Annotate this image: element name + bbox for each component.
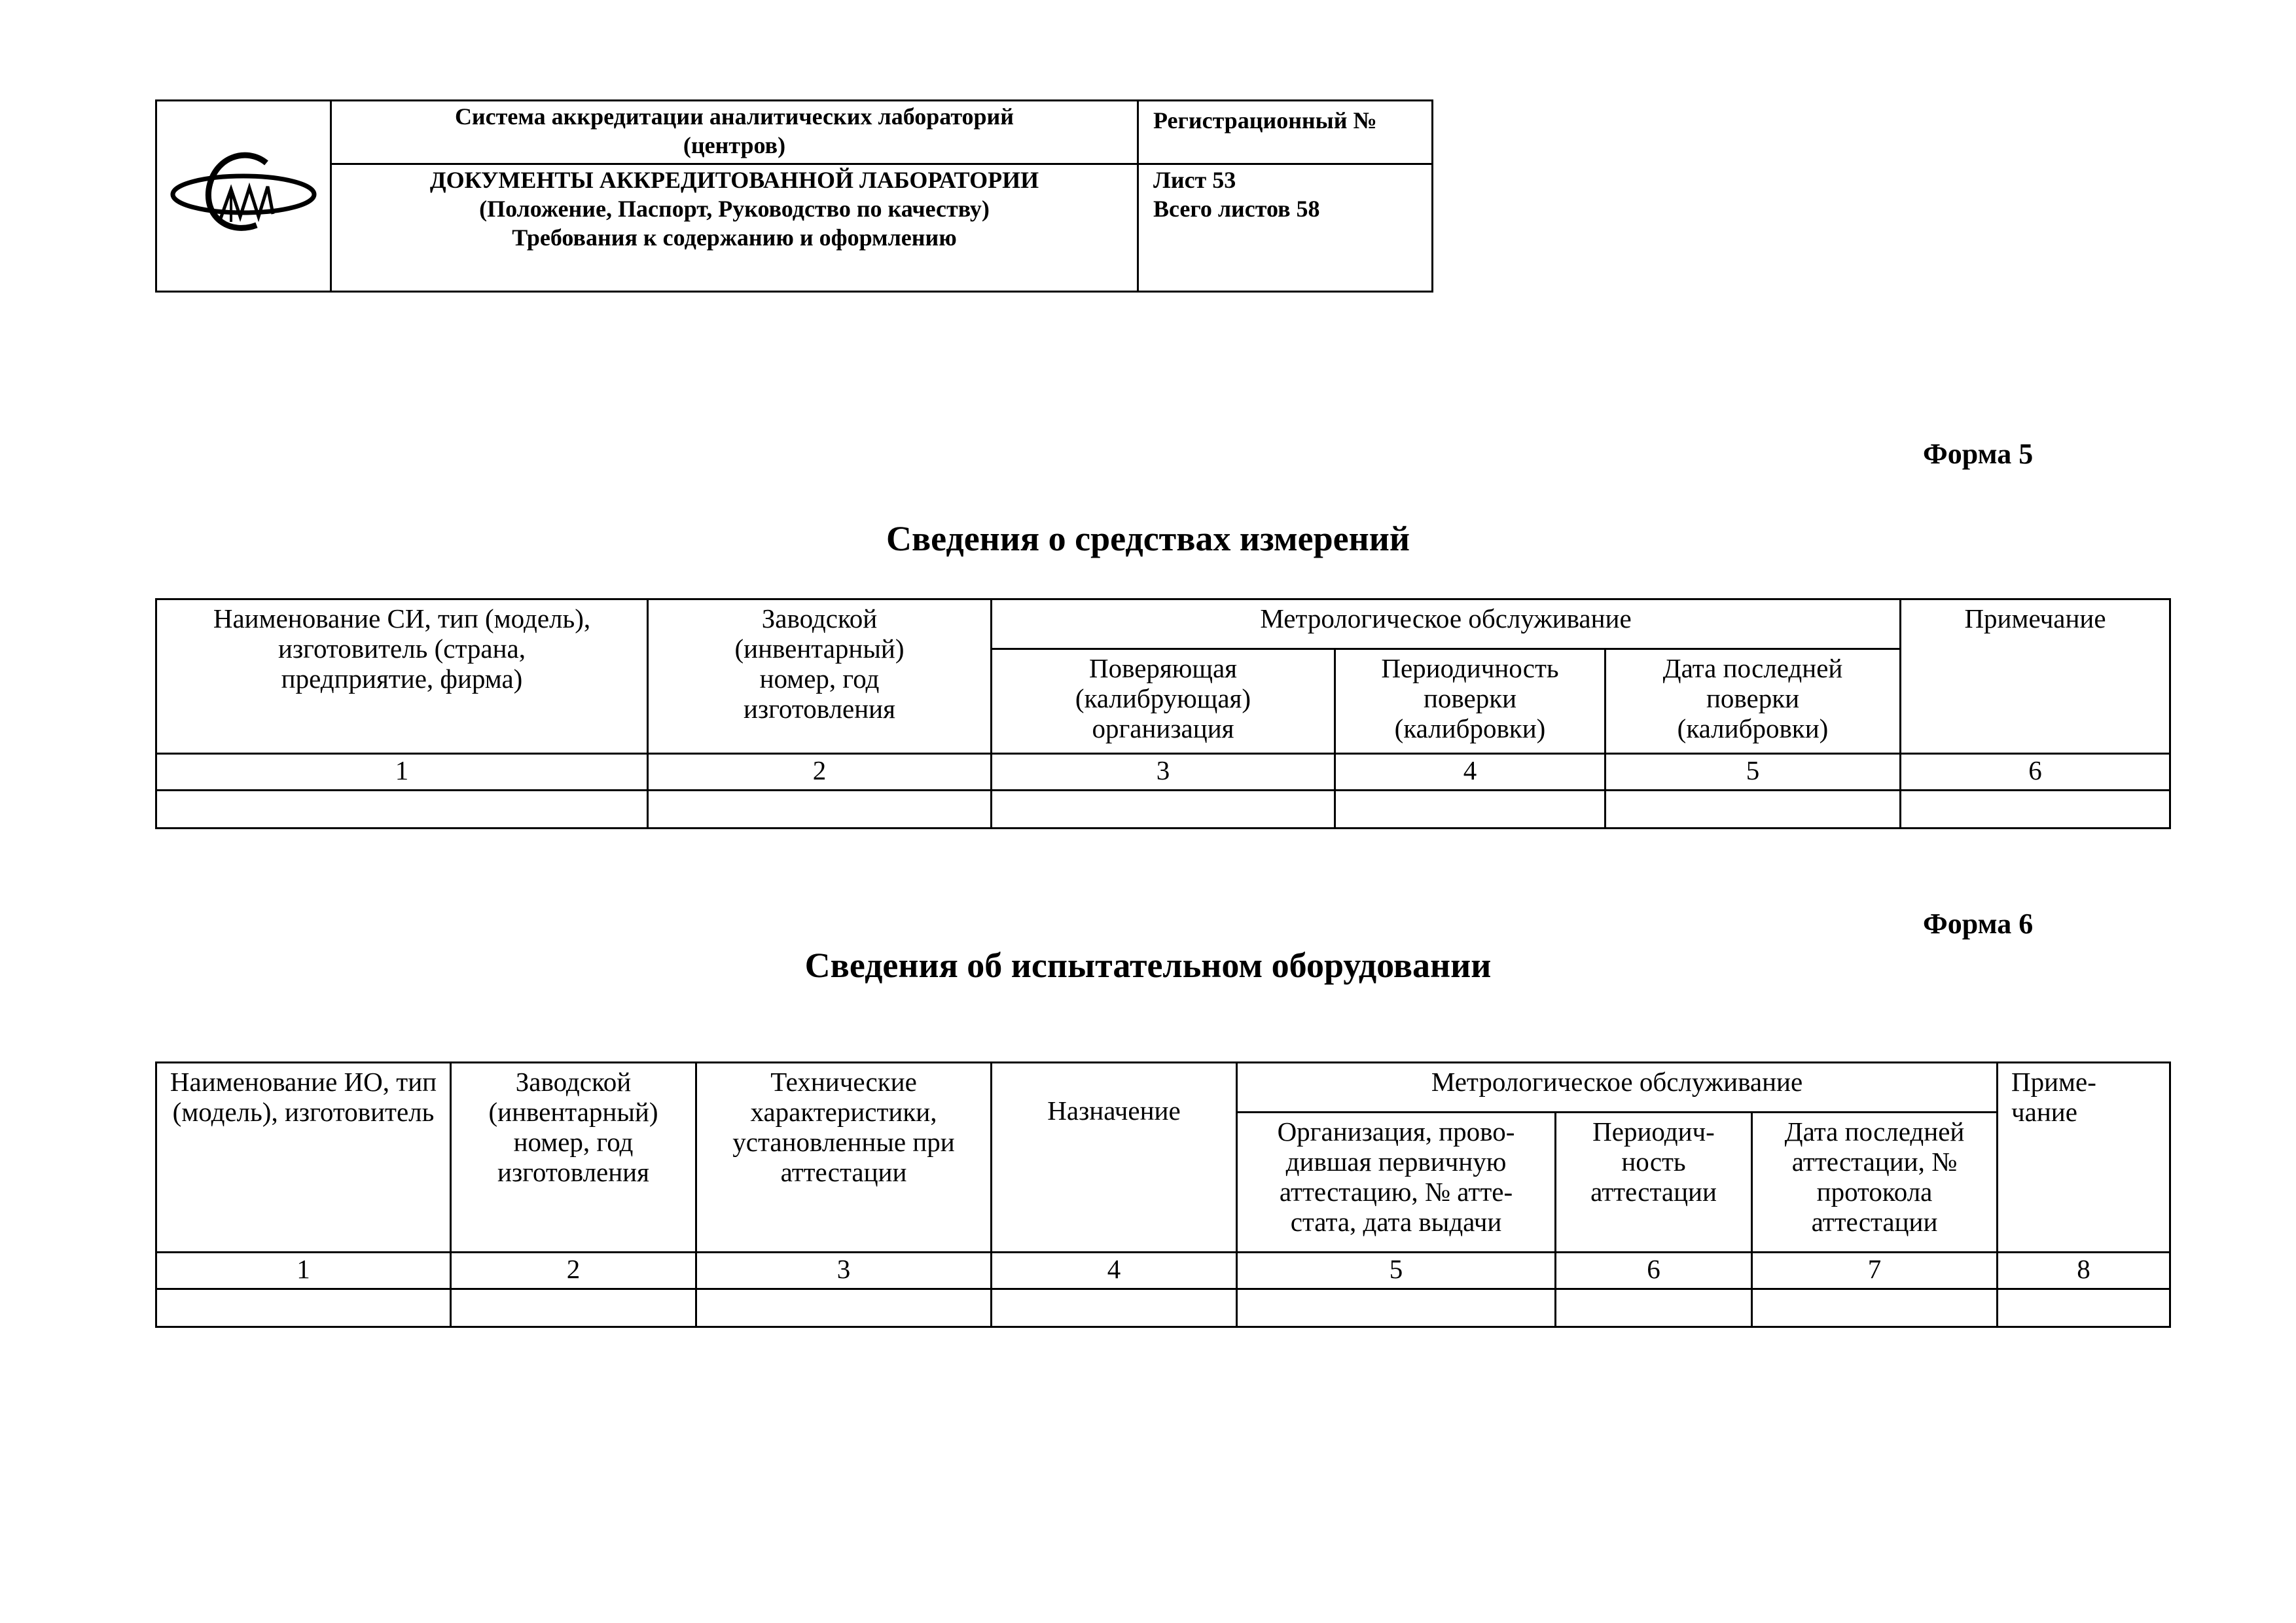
test-equipment-table <box>155 1061 2171 1328</box>
col-header-period: Периодичность поверки (калибровки) <box>1335 649 1605 754</box>
doc-requirements: Требования к содержанию и оформлению <box>512 224 957 251</box>
column-number: 5 <box>1605 754 1901 791</box>
empty-cell <box>648 791 992 829</box>
column-numbers-row <box>156 1253 2170 1289</box>
logo-cell <box>156 101 331 292</box>
doc-title-cell <box>331 164 1138 292</box>
table-row <box>156 791 2170 829</box>
total-sheets: Всего листов 58 <box>1153 195 1320 222</box>
empty-cell <box>1335 791 1605 829</box>
column-number: 3 <box>696 1253 992 1289</box>
empty-cell <box>1605 791 1901 829</box>
empty-cell <box>156 1289 451 1327</box>
empty-cell <box>1237 1289 1556 1327</box>
empty-cell <box>451 1289 696 1327</box>
form6-label: Форма 6 <box>1923 908 2034 940</box>
empty-cell <box>156 791 648 829</box>
document-header <box>155 99 1433 293</box>
col-header-note: Приме-чание <box>1998 1063 2170 1253</box>
column-number: 7 <box>1752 1253 1998 1289</box>
col-header-name: Наименование СИ, тип (модель), изготовитель (страна, предприятие, фирма) <box>156 599 648 754</box>
col-header-specs: Технические характеристики, установленные при аттестации <box>696 1063 992 1253</box>
column-number: 8 <box>1998 1253 2170 1289</box>
empty-cell <box>992 791 1335 829</box>
col-header-last-date: Дата последней поверки (калибровки) <box>1605 649 1901 754</box>
column-number: 1 <box>156 754 648 791</box>
form5-title: Сведения о средствах измерений <box>886 519 1410 558</box>
measuring-instruments-table <box>155 598 2171 829</box>
col-header-metrology: Метрологическое обслуживание <box>992 599 1901 649</box>
column-number: 1 <box>156 1253 451 1289</box>
column-number: 2 <box>648 754 992 791</box>
empty-cell <box>992 1289 1237 1327</box>
col-header-org: Организация, прово-дившая первичную аттестацию, № атте-стата, дата выдачи <box>1237 1113 1556 1253</box>
empty-cell <box>1998 1289 2170 1327</box>
col-header-period: Периодич-ность аттестации <box>1556 1113 1752 1253</box>
org-title: Система аккредитации аналитических лабораторий (центров) <box>331 101 1138 164</box>
col-header-serial: Заводской (инвентарный) номер, год изготовления <box>648 599 992 754</box>
empty-cell <box>1901 791 2170 829</box>
form6-title: Сведения об испытательном оборудовании <box>804 946 1492 985</box>
registration-label: Регистрационный № <box>1138 101 1433 164</box>
col-header-last-date: Дата последней аттестации, № протокола аттестации <box>1752 1113 1998 1253</box>
col-header-metrology: Метрологическое обслуживание <box>1237 1063 1998 1113</box>
column-number: 2 <box>451 1253 696 1289</box>
column-number: 5 <box>1237 1253 1556 1289</box>
col-header-purpose: Назначение <box>992 1063 1237 1253</box>
accreditation-logo <box>168 143 319 241</box>
column-number: 3 <box>992 754 1335 791</box>
sheet-number: Лист 53 <box>1153 167 1236 193</box>
form5-label: Форма 5 <box>1923 438 2034 470</box>
empty-cell <box>1752 1289 1998 1327</box>
doc-title: ДОКУМЕНТЫ АККРЕДИТОВАННОЙ ЛАБОРАТОРИИ <box>429 167 1039 193</box>
col-header-name: Наименование ИО, тип (модель), изготовитель <box>156 1063 451 1253</box>
column-numbers-row <box>156 754 2170 791</box>
column-number: 4 <box>992 1253 1237 1289</box>
sheet-info <box>1138 164 1433 292</box>
empty-cell <box>1556 1289 1752 1327</box>
col-header-verifier: Поверяющая (калибрующая) организация <box>992 649 1335 754</box>
column-number: 6 <box>1556 1253 1752 1289</box>
table-row <box>156 1289 2170 1327</box>
col-header-note: Примечание <box>1901 599 2170 754</box>
column-number: 4 <box>1335 754 1605 791</box>
empty-cell <box>696 1289 992 1327</box>
col-header-serial: Заводской (инвентарный) номер, год изготовления <box>451 1063 696 1253</box>
column-number: 6 <box>1901 754 2170 791</box>
doc-subtitle: (Положение, Паспорт, Руководство по качеству) <box>479 195 990 222</box>
